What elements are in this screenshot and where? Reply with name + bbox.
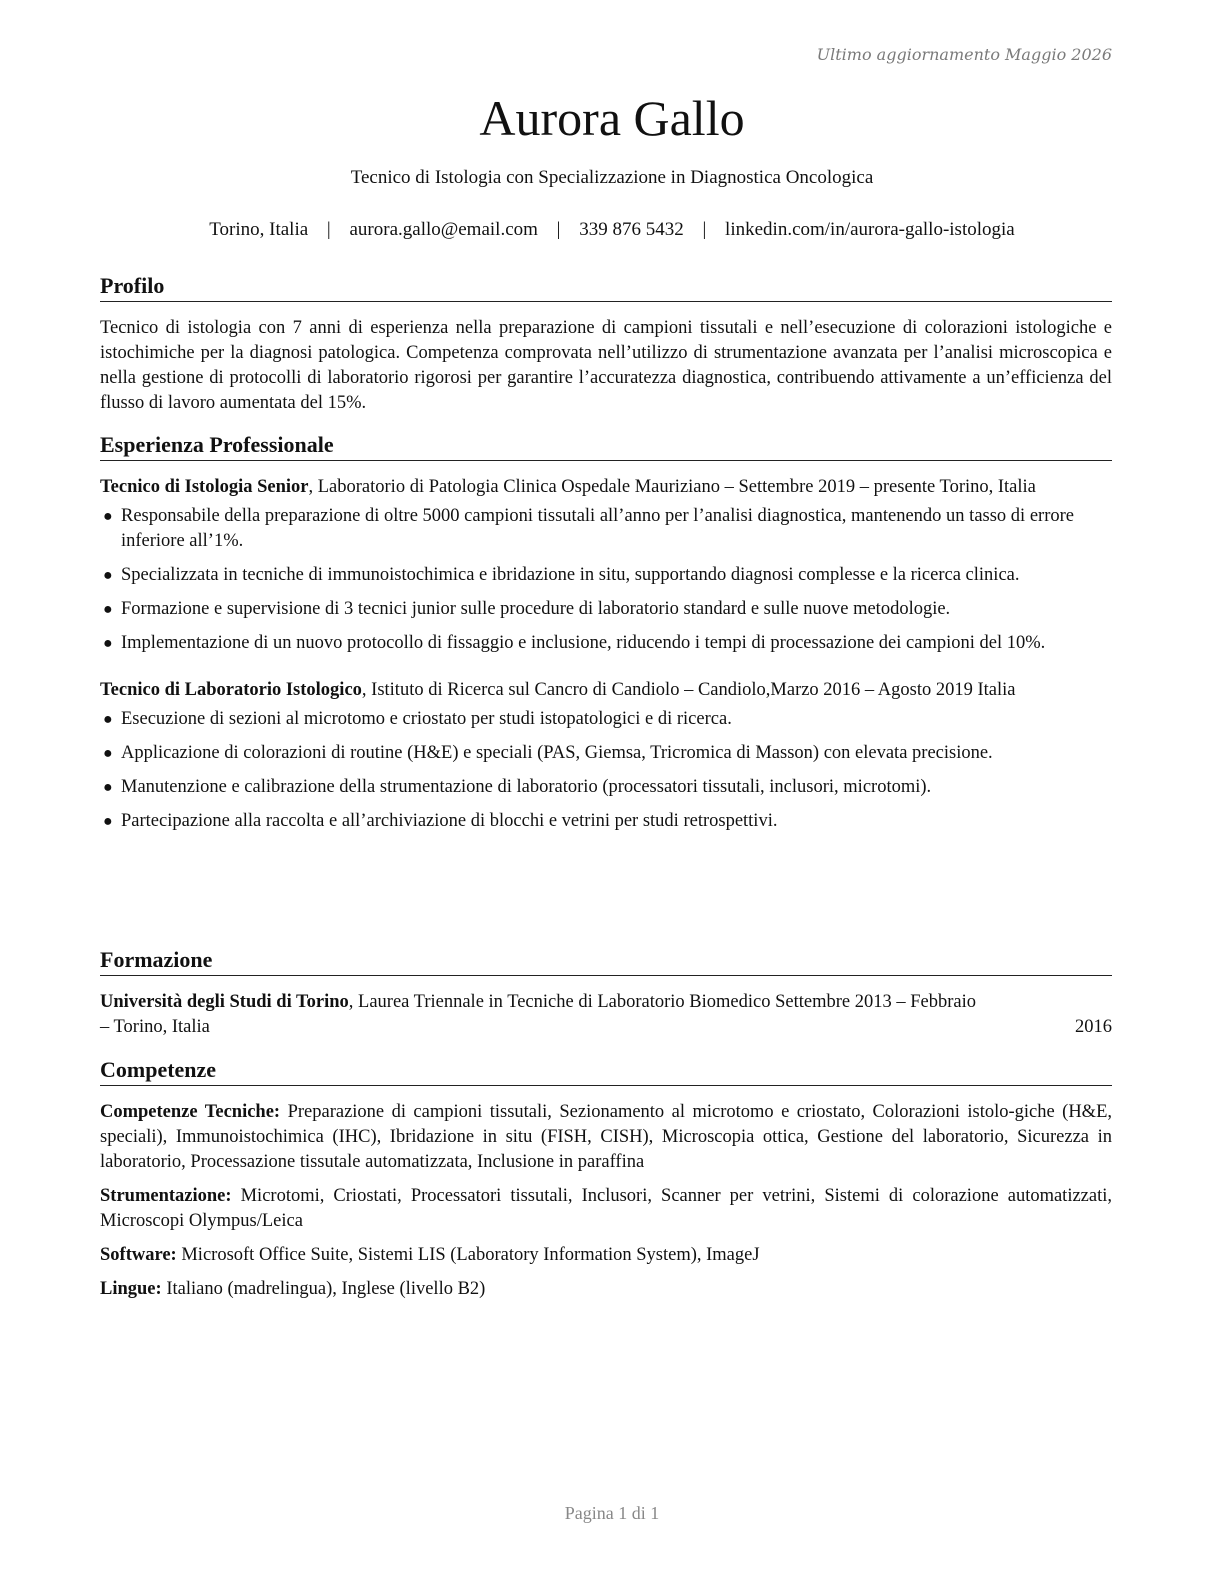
education-section bbox=[100, 946, 1112, 1040]
profile-section bbox=[100, 272, 1112, 416]
job-entry bbox=[100, 678, 1112, 834]
bullet-icon: ● bbox=[103, 779, 113, 796]
bullet-icon: ● bbox=[103, 745, 113, 762]
section-title-experience: Esperienza Professionale bbox=[100, 431, 1112, 461]
job-subtitle: Tecnico di Istologia con Specializzazione in Diagnostica Oncologica bbox=[350, 167, 874, 188]
bullet-icon: ● bbox=[103, 711, 113, 728]
job-role: Tecnico di Istologia Senior bbox=[100, 477, 309, 497]
job-bullets bbox=[100, 504, 1112, 656]
job-role: Tecnico di Laboratorio Istologico bbox=[100, 680, 362, 700]
experience-section bbox=[100, 431, 1112, 843]
page-number: Pagina 1 di 1 bbox=[564, 1503, 660, 1523]
contact-separator: | bbox=[556, 219, 561, 240]
education-location: – Torino, Italia bbox=[100, 1017, 210, 1037]
list-item: ● Partecipazione alla raccolta e all’archiviazione di blocchi e vetrini per studi retrospettivi. bbox=[100, 809, 1112, 834]
contact-separator: | bbox=[702, 219, 707, 240]
education-line-1: Università degli Studi di Torino, Laurea Triennale in Tecniche di Laboratorio Biomedico Settembre 2013 – Febbraio bbox=[100, 992, 976, 1012]
skills-section bbox=[100, 1056, 1112, 1311]
education-line-2 bbox=[100, 1015, 1112, 1040]
bullet-icon: ● bbox=[103, 813, 113, 830]
contact-linkedin[interactable]: linkedin.com/in/aurora-gallo-istologia bbox=[725, 219, 1015, 240]
contact-line bbox=[0, 219, 1224, 241]
list-item: ● Manutenzione e calibrazione della strumentazione di laboratorio (processatori tissutali, inclusori, microtomi). bbox=[100, 775, 1112, 800]
job-heading bbox=[100, 475, 1112, 500]
contact-location: Torino, Italia bbox=[209, 219, 309, 240]
skill-instruments: Strumentazione: Microtomi, Criostati, Processatori tissutali, Inclusori, Scanner per vetrini, Sistemi di colorazione automatizzati, Microscopi Olympus/Leica bbox=[100, 1186, 1112, 1231]
job-details: , Istituto di Ricerca sul Cancro di Candiolo – Candiolo,Marzo 2016 – Agosto 2019 Italia bbox=[361, 680, 1016, 700]
education-entry bbox=[100, 990, 1112, 1040]
list-item: ● Esecuzione di sezioni al microtomo e criostato per studi istopatologici e di ricerca. bbox=[100, 707, 1112, 732]
last-updated: Ultimo aggiornamento Maggio 2026 bbox=[816, 45, 1112, 64]
bullet-icon: ● bbox=[103, 567, 113, 584]
education-school: Università degli Studi di Torino bbox=[100, 992, 349, 1012]
skill-software: Software: Microsoft Office Suite, Sistemi LIS (Laboratory Information System), ImageJ bbox=[100, 1245, 760, 1265]
contact-email[interactable]: aurora.gallo@email.com bbox=[349, 219, 538, 240]
skill-languages: Lingue: Italiano (madrelingua), Inglese (livello B2) bbox=[100, 1279, 486, 1299]
job-bullets bbox=[100, 707, 1112, 834]
bullet-icon: ● bbox=[103, 635, 113, 652]
bullet-icon: ● bbox=[103, 601, 113, 618]
section-title-education: Formazione bbox=[100, 946, 1112, 976]
list-item: ● Responsabile della preparazione di oltre 5000 campioni tissutali all’anno per l’analisi diagnostica, mantenendo un tasso di errore inferiore all’1%. bbox=[103, 506, 1074, 551]
skill-technical: Competenze Tecniche: Preparazione di campioni tissutali, Sezionamento al microtomo e criostato, Colorazioni istolo-giche (H&E, speciali), Immunoistochimica (IHC), Ibridazione in situ (FISH, CISH), Microscopia ottica, Gestione del laboratorio, Sicurezza in laboratorio, Processazione tissutale automatizzata, Inclusione in paraffina bbox=[100, 1102, 1113, 1172]
job-heading bbox=[100, 678, 1112, 703]
profile-text: Tecnico di istologia con 7 anni di esperienza nella preparazione di campioni tissutali e nell’esecuzione di colorazioni istologiche e istochimiche per la diagnosi patologica. Competenza comprovata nell’utilizzo di strumentazione avanzata per l’analisi microscopica e nella gestione di protocolli di laboratorio rigorosi per garantire l’accuratezza diagnostica, contribuendo attivamente a un’efficienza del flusso di lavoro aumentata del 15%. bbox=[100, 318, 1112, 413]
list-item: ● Formazione e supervisione di 3 tecnici junior sulle procedure di laboratorio standard e sulle nuove metodologie. bbox=[100, 597, 1112, 622]
list-item: ● Specializzata in tecniche di immunoistochimica e ibridazione in situ, supportando diagnosi complesse e la ricerca clinica. bbox=[100, 563, 1112, 588]
section-title-profile: Profilo bbox=[100, 272, 1112, 302]
bullet-icon: ● bbox=[103, 508, 113, 525]
contact-phone[interactable]: 339 876 5432 bbox=[579, 219, 684, 240]
job-entry bbox=[100, 475, 1112, 656]
candidate-name: Aurora Gallo bbox=[479, 90, 745, 146]
section-title-skills: Competenze bbox=[100, 1056, 1112, 1086]
list-item: ● Implementazione di un nuovo protocollo di fissaggio e inclusione, riducendo i tempi di processazione dei campioni del 10%. bbox=[100, 631, 1112, 656]
education-end-year: 2016 bbox=[1075, 1017, 1112, 1037]
contact-separator: | bbox=[326, 219, 331, 240]
list-item: ● Applicazione di colorazioni di routine (H&E) e speciali (PAS, Giemsa, Tricromica di Masson) con elevata precisione. bbox=[100, 741, 1112, 766]
job-details: , Laboratorio di Patologia Clinica Ospedale Mauriziano – Settembre 2019 – presente Torino, Italia bbox=[308, 477, 1036, 497]
